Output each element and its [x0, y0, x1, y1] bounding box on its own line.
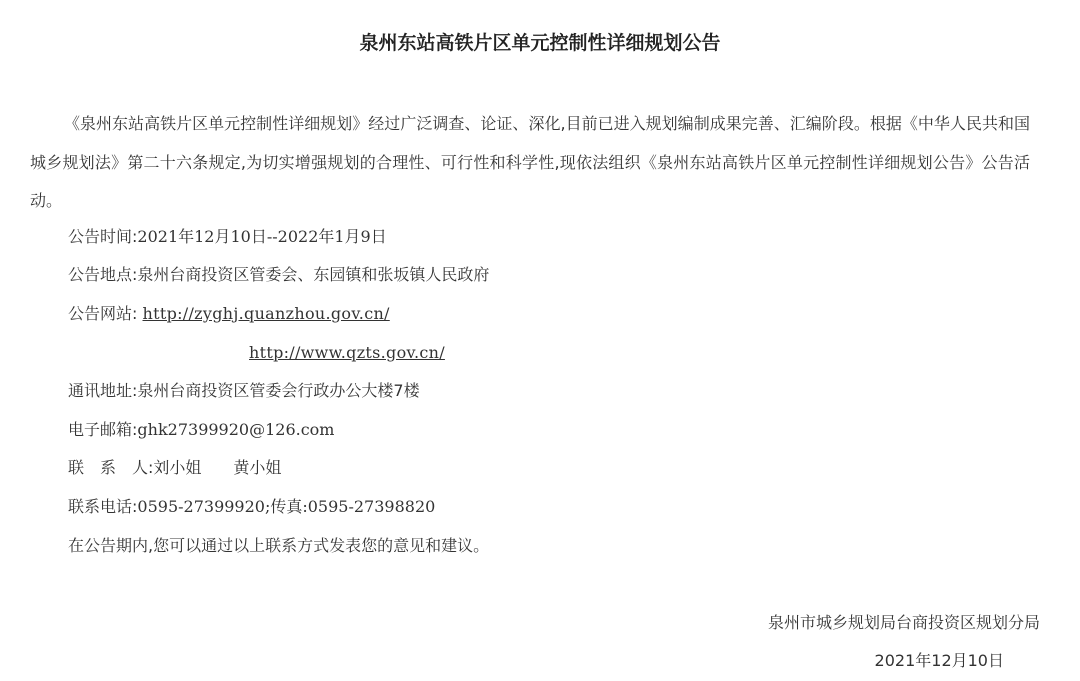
- contact-email-value: ghk27399920@126.com: [137, 420, 335, 439]
- closing-sentence: 在公告期内,您可以通过以上联系方式发表您的意见和建议。: [68, 536, 490, 555]
- announcement-time-label: 公告时间:: [68, 227, 138, 246]
- contact-person-label: 联 系 人:: [68, 458, 154, 477]
- website-link-qzts[interactable]: http://www.qzts.gov.cn/: [249, 343, 445, 362]
- contact-email: [68, 419, 334, 441]
- announcement-time-value: 2021年12月10日--2022年1月9日: [137, 227, 387, 246]
- contact-person: [68, 457, 281, 479]
- website-link-zyghj[interactable]: http://zyghj.quanzhou.gov.cn/: [142, 304, 390, 323]
- contact-email-label: 电子邮箱:: [68, 420, 138, 439]
- announcement-place: [68, 264, 489, 286]
- document-title: 泉州东站高铁片区单元控制性详细规划公告: [359, 32, 721, 54]
- contact-address-value: 泉州台商投资区管委会行政办公大楼7楼: [137, 381, 420, 400]
- announcement-time: [68, 226, 387, 248]
- signature-org: 泉州市城乡规划局台商投资区规划分局: [767, 613, 1040, 632]
- announcement-website-label: 公告网站:: [68, 304, 138, 323]
- contact-phone-label: 联系电话:: [68, 497, 138, 516]
- announcement-place-value: 泉州台商投资区管委会、东园镇和张坂镇人民政府: [137, 265, 490, 284]
- signature-date: 2021年12月10日: [874, 651, 1004, 670]
- announcement-website: [68, 303, 390, 325]
- announcement-place-label: 公告地点:: [68, 265, 138, 284]
- intro-paragraph: 《泉州东站高铁片区单元控制性详细规划》经过广泛调查、论证、深化,目前已进入规划编制成果完善、汇编阶段。根据《中华人民共和国城乡规划法》第二十六条规定,为切实增强规划的合理性、可行性和科学性,现依法组织《泉州东站高铁片区单元控制性详细规划公告》公告活动。: [30, 114, 1030, 210]
- announcement-website-2: [249, 342, 445, 364]
- contact-address-label: 通讯地址:: [68, 381, 138, 400]
- contact-phone: [68, 496, 435, 518]
- contact-address: [68, 380, 420, 402]
- contact-person-value: 刘小姐 黄小姐: [153, 458, 282, 477]
- contact-phone-value: 0595-27399920;传真:0595-27398820: [137, 497, 436, 516]
